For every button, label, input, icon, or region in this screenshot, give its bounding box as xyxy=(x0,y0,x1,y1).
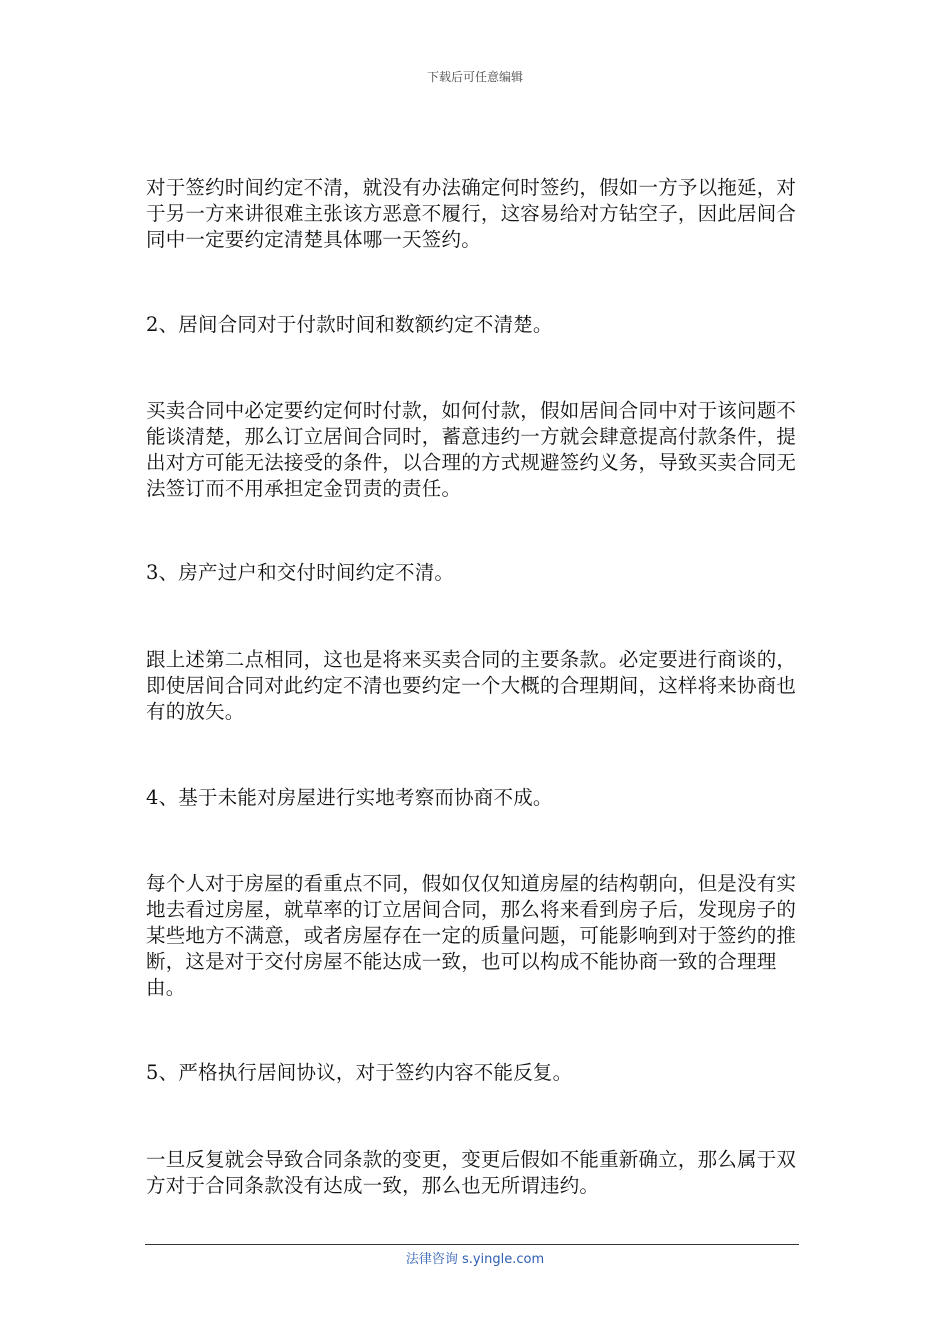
paragraph-transfer-delivery: 跟上述第二点相同，这也是将来买卖合同的主要条款。必定要进行商谈的，即使居间合同对此约定不清也要约定一个大概的合理期间，这样将来协商也有的放矢。 xyxy=(146,648,797,723)
heading-payment-terms: 2、居间合同对于付款时间和数额约定不清楚。 xyxy=(146,313,553,336)
heading-site-inspection: 4、基于未能对房屋进行实地考察而协商不成。 xyxy=(146,786,553,809)
footer-divider xyxy=(145,1244,799,1245)
footer-link[interactable]: 法律咨询 s.yingle.com xyxy=(405,1252,545,1267)
heading-strict-execution: 5、严格执行居间协议，对于签约内容不能反复。 xyxy=(146,1061,573,1084)
paragraph-strict-execution: 一旦反复就会导致合同条款的变更，变更后假如不能重新确立，那么属于双方对于合同条款没有达成一致，那么也无所谓违约。 xyxy=(146,1148,797,1197)
paragraph-site-inspection: 每个人对于房屋的看重点不同，假如仅仅知道房屋的结构朝向，但是没有实地去看过房屋，就草率的订立居间合同，那么将来看到房子后，发现房子的某些地方不满意，或者房屋存在一定的质量问题，可能影响到对于签约的推断，这是对于交付房屋不能达成一致，也可以构成不能协商一致的合理理由。 xyxy=(146,872,797,999)
heading-transfer-delivery: 3、房产过户和交付时间约定不清。 xyxy=(146,561,455,584)
paragraph-signing-time: 对于签约时间约定不清，就没有办法确定何时签约，假如一方予以拖延，对于另一方来讲很难主张该方恶意不履行，这容易给对方钻空子，因此居间合同中一定要约定清楚具体哪一天签约。 xyxy=(146,176,797,251)
paragraph-payment-terms: 买卖合同中必定要约定何时付款，如何付款，假如居间合同中对于该问题不能谈清楚，那么订立居间合同时，蓄意违约一方就会肆意提高付款条件，提出对方可能无法接受的条件，以合理的方式规避签约义务，导致买卖合同无法签订而不用承担定金罚责的责任。 xyxy=(146,399,797,500)
page-header: 下载后可任意编辑 xyxy=(426,70,523,84)
